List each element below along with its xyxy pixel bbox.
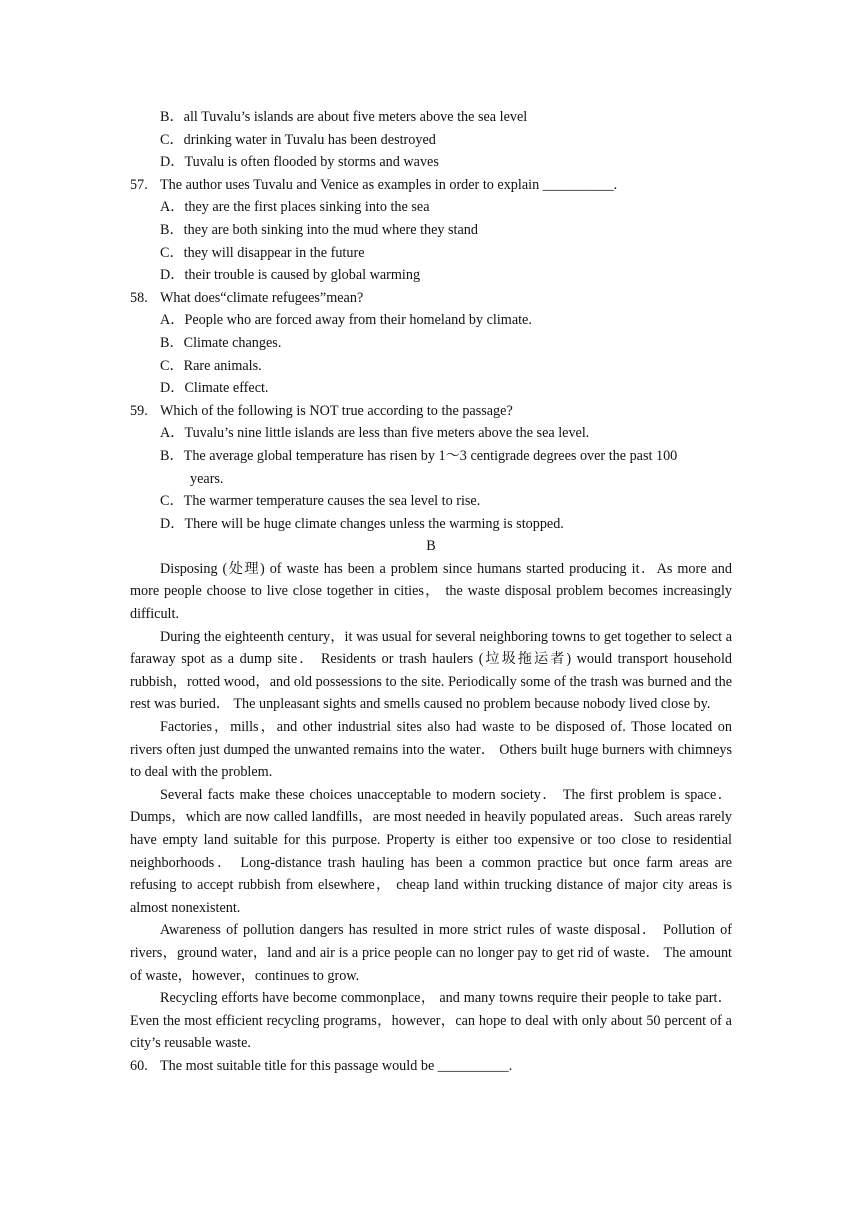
option-text: drinking water in Tuvalu has been destroyed bbox=[183, 131, 436, 148]
option-text: Rare animals. bbox=[183, 357, 262, 374]
question-number: 58. bbox=[130, 289, 148, 306]
question-number: 60. bbox=[130, 1057, 148, 1074]
option-label: C． bbox=[160, 493, 184, 510]
option-label: A． bbox=[160, 312, 185, 329]
q58-option-b bbox=[130, 332, 732, 355]
option-label: D． bbox=[160, 515, 185, 532]
option-text: The average global temperature has risen by 1～3 centigrade degrees over the past 100 bbox=[183, 447, 678, 464]
option-label: B． bbox=[160, 334, 184, 351]
option-label: B． bbox=[160, 221, 184, 238]
option-label: A． bbox=[160, 199, 185, 216]
option-label: A． bbox=[160, 425, 185, 442]
q56-option-d bbox=[130, 151, 732, 174]
q58-option-c bbox=[130, 355, 732, 378]
q57-option-b bbox=[130, 219, 732, 242]
option-text: Climate changes. bbox=[183, 334, 282, 351]
passage-paragraph: Factories，mills，and other industrial sites also had waste to be disposed of. Those located on rivers often just dumped the unwanted remains into the water． Others built huge burners with chimneys to deal with the problem. bbox=[130, 719, 732, 781]
q57-option-a bbox=[130, 196, 732, 219]
question-59 bbox=[130, 400, 732, 423]
option-text: The warmer temperature causes the sea level to rise. bbox=[183, 493, 481, 510]
option-label: D． bbox=[160, 380, 185, 397]
question-number: 57. bbox=[130, 176, 148, 193]
question-60 bbox=[130, 1055, 732, 1078]
option-text: they will disappear in the future bbox=[183, 244, 365, 261]
option-label: C． bbox=[160, 357, 184, 374]
option-text: Tuvalu is often flooded by storms and waves bbox=[184, 154, 439, 171]
option-label: C． bbox=[160, 244, 184, 261]
q57-option-c bbox=[130, 242, 732, 265]
passage-paragraph: Awareness of pollution dangers has resulted in more strict rules of waste disposal． Pollution of rivers，ground water，land and air is a price people can no longer pay to get rid of waste． The amount of waste，however，continues to grow. bbox=[130, 922, 732, 984]
passage-paragraph: Recycling efforts have become commonplace， and many towns require their people to take part． Even the most efficient recycling programs，however，can hope to deal with only about 50 percent of a city’s reusable waste. bbox=[130, 990, 732, 1052]
option-label: C． bbox=[160, 131, 184, 148]
q58-option-a bbox=[130, 309, 732, 332]
option-text: There will be huge climate changes unless the warming is stopped. bbox=[184, 515, 564, 532]
question-58 bbox=[130, 287, 732, 310]
q59-option-c bbox=[130, 490, 732, 513]
q56-option-c bbox=[130, 129, 732, 152]
question-stem: What does“climate refugees”mean? bbox=[160, 289, 364, 306]
option-label: D． bbox=[160, 267, 185, 284]
option-label: B． bbox=[160, 109, 184, 125]
question-57 bbox=[130, 174, 732, 197]
question-stem: The author uses Tuvalu and Venice as examples in order to explain __________. bbox=[160, 176, 618, 193]
section-heading-b: B bbox=[426, 538, 436, 555]
option-text-continued: years. bbox=[190, 470, 224, 487]
option-text: their trouble is caused by global warming bbox=[184, 267, 421, 284]
question-stem: Which of the following is NOT true according to the passage? bbox=[160, 402, 513, 419]
q59-option-a bbox=[130, 422, 732, 445]
option-label: D． bbox=[160, 154, 185, 171]
option-text: Tuvalu’s nine little islands are less than five meters above the sea level. bbox=[184, 425, 590, 442]
option-text: Climate effect. bbox=[184, 380, 269, 397]
option-text: they are both sinking into the mud where they stand bbox=[183, 221, 478, 238]
option-text: they are the first places sinking into the sea bbox=[184, 199, 430, 216]
q56-option-b bbox=[130, 106, 732, 129]
question-stem: The most suitable title for this passage would be __________. bbox=[160, 1057, 513, 1074]
option-label: B． bbox=[160, 447, 184, 464]
q57-option-d bbox=[130, 264, 732, 287]
q58-option-d bbox=[130, 377, 732, 400]
q59-option-d bbox=[130, 513, 732, 536]
question-number: 59. bbox=[130, 402, 148, 419]
passage-paragraph: Several facts make these choices unacceptable to modern society． The first problem is space．Dumps，which are now called landfills，are most needed in heavily populated areas．Such areas rarely have empty land suitable for this purpose. Property is either too expensive or too close to residential neighborhoods． Long-distance trash hauling has been a common practice but once farm areas are refusing to accept rubbish from elsewhere， cheap land within trucking distance of major city areas is almost nonexistent. bbox=[130, 786, 732, 916]
passage-paragraph: During the eighteenth century，it was usual for several neighboring towns to get together to select a faraway spot as a dump site． Residents or trash haulers (垃圾拖运者) would transport household rubbish，rotted wood，and old possessions to the site. Periodically some of the trash was burned and the rest was buried． The unpleasant sights and smells caused no problem because nobody lived close by. bbox=[130, 628, 732, 713]
q59-option-b bbox=[130, 445, 732, 490]
passage-paragraph: Disposing (处理) of waste has been a problem since humans started producing it．As more and more people choose to live close together in cities， the waste disposal problem becomes increasingly difficult. bbox=[130, 560, 732, 623]
option-text: all Tuvalu’s islands are about five meters above the sea level bbox=[183, 109, 528, 125]
exam-page bbox=[130, 106, 732, 1078]
option-text: People who are forced away from their homeland by climate. bbox=[184, 312, 532, 329]
